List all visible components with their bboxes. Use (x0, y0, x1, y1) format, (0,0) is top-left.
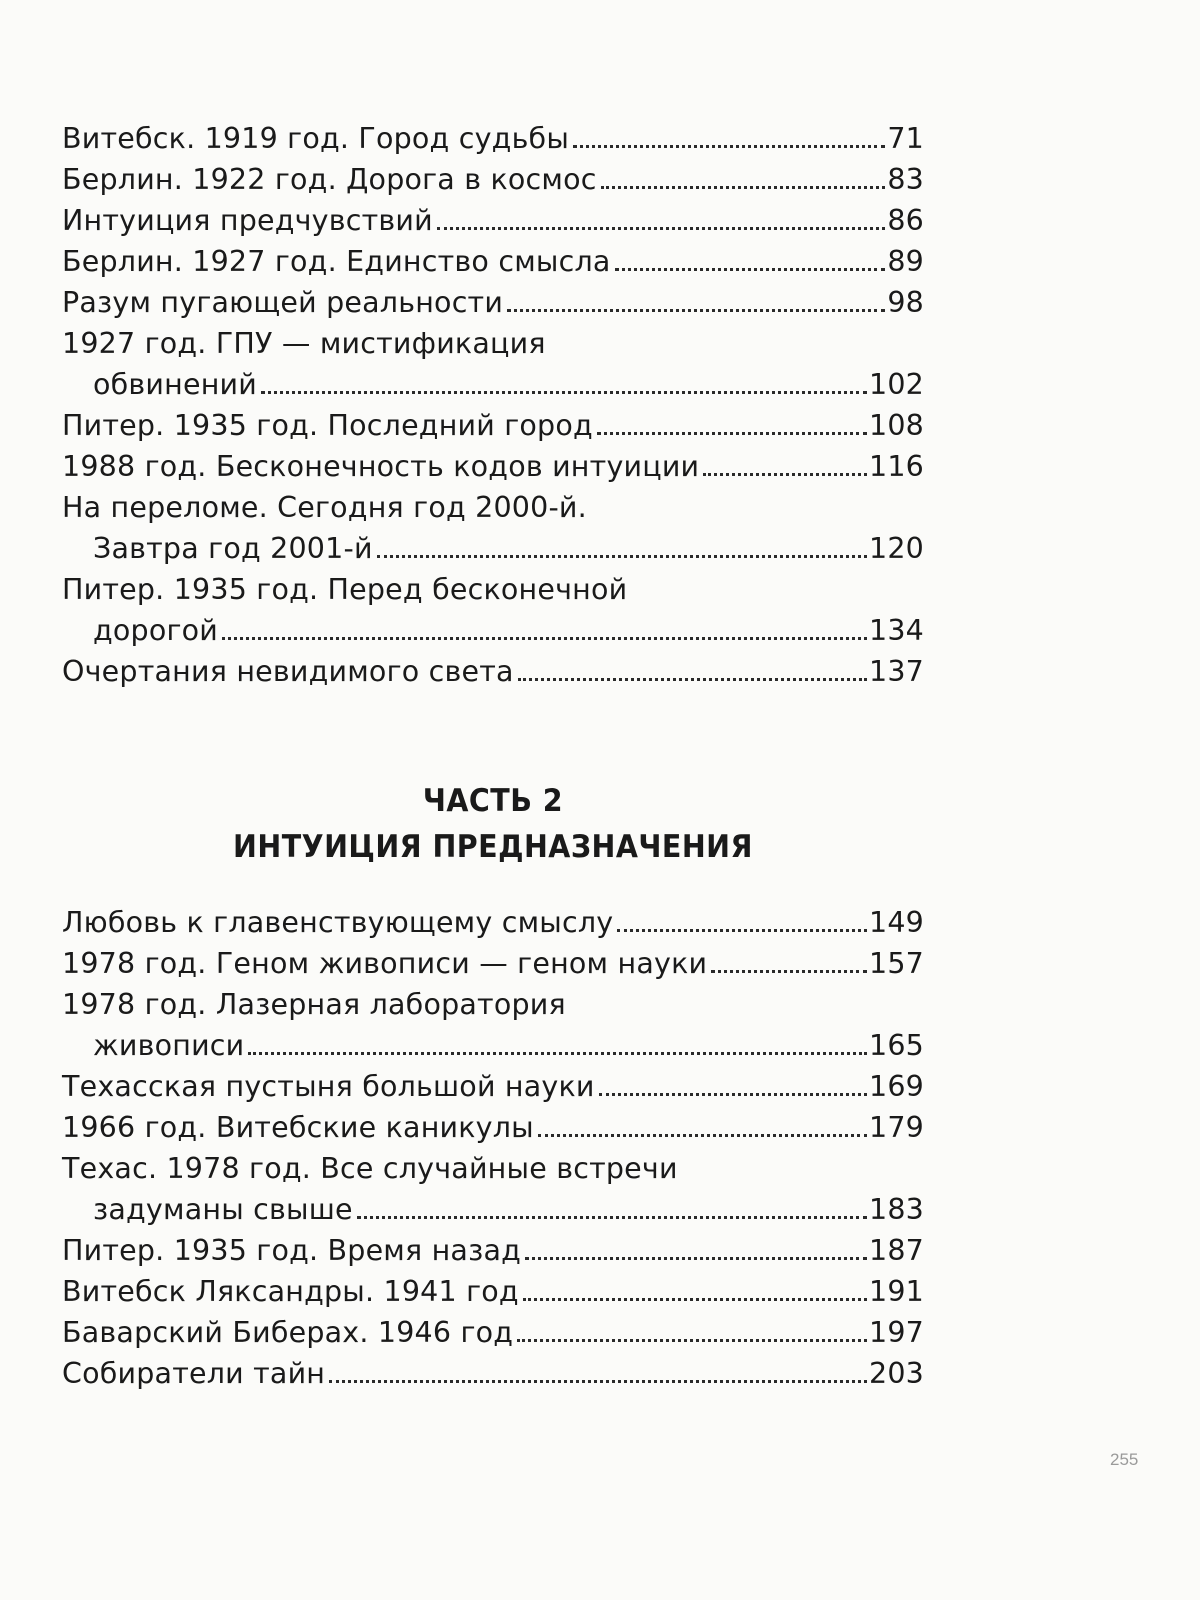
dot-leader (525, 1257, 867, 1260)
toc-page-number: 86 (887, 204, 924, 237)
toc-page-number: 191 (869, 1275, 924, 1308)
toc-entry (62, 1066, 924, 1107)
toc-entry (62, 1312, 924, 1353)
toc-page-number: 120 (869, 532, 924, 565)
toc-entry (62, 1107, 924, 1148)
toc-entry-title: Интуиция предчувствий (62, 204, 433, 237)
toc-entry (62, 200, 924, 241)
toc-part2-list (62, 902, 924, 1394)
toc-entry (62, 446, 924, 487)
dot-leader (518, 678, 867, 681)
dot-leader (517, 1339, 867, 1342)
toc-entry (62, 1230, 924, 1271)
toc-entry-line (62, 487, 924, 528)
toc-entry-line (62, 405, 924, 446)
toc-entry-title: На переломе. Сегодня год 2000-й. (62, 491, 587, 524)
toc-entry-line (62, 1271, 924, 1312)
toc-entry-title: Разум пугающей реальности (62, 286, 504, 319)
dot-leader (617, 929, 867, 932)
toc-page-number: 71 (887, 122, 924, 155)
toc-entry (62, 405, 924, 446)
part-label: ЧАСТЬ 2 (422, 783, 564, 819)
toc-page-number: 183 (869, 1193, 924, 1226)
toc-entry (62, 902, 924, 943)
toc-entry-title: 1988 год. Бесконечность кодов интуиции (62, 450, 700, 483)
toc-entry-title: Баварский Биберах. 1946 год (62, 1316, 514, 1349)
toc-page-number: 203 (869, 1357, 924, 1390)
dot-leader (261, 391, 867, 394)
toc-entry-title: 1978 год. Геном живописи — геном науки (62, 947, 708, 980)
toc-entry-title: Витебск Ляксандры. 1941 год (62, 1275, 519, 1308)
dot-leader (248, 1052, 867, 1055)
toc-entry-title: 1978 год. Лазерная лаборатория (62, 988, 566, 1021)
toc-page-number: 83 (887, 163, 924, 196)
toc-entry (62, 159, 924, 200)
page-number: 255 (1110, 1450, 1139, 1469)
toc-page-number: 157 (869, 947, 924, 980)
toc-entry-line (62, 651, 924, 692)
toc-entry-line (62, 569, 924, 610)
toc-entry (62, 1271, 924, 1312)
toc-entry-title: 1966 год. Витебские каникулы (62, 1111, 534, 1144)
toc-entry-title: Собиратели тайн (62, 1357, 326, 1390)
toc-entry-line (62, 1189, 924, 1230)
toc-entry (62, 241, 924, 282)
dot-leader (703, 473, 867, 476)
toc-entry-title: Завтра год 2001-й (93, 532, 373, 565)
dot-leader (538, 1134, 867, 1137)
toc-page-number: 89 (887, 245, 924, 278)
toc-entry (62, 569, 924, 651)
toc-entry-title: Техасская пустыня большой науки (62, 1070, 595, 1103)
dot-leader (377, 555, 867, 558)
part-title: ИНТУИЦИЯ ПРЕДНАЗНАЧЕНИЯ (233, 829, 753, 865)
dot-leader (523, 1298, 867, 1301)
toc-entry (62, 487, 924, 569)
dot-leader (601, 186, 886, 189)
part-heading (96, 778, 889, 870)
toc-entry-line (62, 1025, 924, 1066)
toc-entry-line (62, 528, 924, 569)
toc-entry-title: 1927 год. ГПУ — мистификация (62, 327, 546, 360)
toc-page-number: 108 (869, 409, 924, 442)
toc-entry-line (62, 200, 924, 241)
dot-leader (711, 970, 867, 973)
dot-leader (573, 145, 885, 148)
toc-entry-line (62, 323, 924, 364)
toc-entry-line (62, 1353, 924, 1394)
toc-entry-line (62, 902, 924, 943)
toc-entry-line (62, 984, 924, 1025)
toc-entry (62, 1148, 924, 1230)
toc-page-number: 134 (869, 614, 924, 647)
toc-entry-line (62, 610, 924, 651)
toc-entry-title: Берлин. 1922 год. Дорога в космос (62, 163, 597, 196)
toc-entry-line (62, 943, 924, 984)
dot-leader (329, 1380, 867, 1383)
toc-entry-title: обвинений (93, 368, 257, 401)
toc-entry (62, 943, 924, 984)
toc-entry-title: Питер. 1935 год. Последний город (62, 409, 593, 442)
toc-entry-title: Берлин. 1927 год. Единство смысла (62, 245, 611, 278)
dot-leader (615, 268, 886, 271)
toc-entry-title: Очертания невидимого света (62, 655, 514, 688)
toc-entry-line (62, 159, 924, 200)
toc-entry-line (62, 364, 924, 405)
toc-page-number: 137 (869, 655, 924, 688)
toc-page-number: 102 (869, 368, 924, 401)
toc-entry (62, 984, 924, 1066)
toc-entry-line (62, 118, 924, 159)
toc-entry-title: дорогой (93, 614, 219, 647)
toc-entry (62, 118, 924, 159)
toc-entry-line (62, 1066, 924, 1107)
toc-entry-line (62, 1230, 924, 1271)
dot-leader (437, 227, 885, 230)
toc-entry-line (62, 446, 924, 487)
toc-page-number: 149 (869, 906, 924, 939)
toc-entry-title: Техас. 1978 год. Все случайные встречи (62, 1152, 678, 1185)
toc-entry (62, 651, 924, 692)
toc-page-number: 187 (869, 1234, 924, 1267)
toc-entry (62, 282, 924, 323)
dot-leader (507, 309, 885, 312)
dot-leader (597, 432, 867, 435)
toc-entry-title: Любовь к главенствующему смыслу (62, 906, 614, 939)
toc-entry (62, 323, 924, 405)
toc-entry-line (62, 1312, 924, 1353)
toc-page-number: 169 (869, 1070, 924, 1103)
toc-page-number: 98 (887, 286, 924, 319)
dot-leader (357, 1216, 867, 1219)
toc-entry-title: Питер. 1935 год. Перед бесконечной (62, 573, 628, 606)
toc-entry-line (62, 1148, 924, 1189)
toc-page-number: 165 (869, 1029, 924, 1062)
toc-entry-line (62, 282, 924, 323)
toc-page-number: 179 (869, 1111, 924, 1144)
toc-entry-title: Питер. 1935 год. Время назад (62, 1234, 522, 1267)
toc-page-number: 116 (869, 450, 924, 483)
toc-entry (62, 1353, 924, 1394)
toc-page-number: 197 (869, 1316, 924, 1349)
toc-entry-title: задуманы свыше (93, 1193, 353, 1226)
dot-leader (222, 637, 867, 640)
toc-part1-list (62, 118, 924, 692)
toc-entry-line (62, 1107, 924, 1148)
toc-entry-title: Витебск. 1919 год. Город судьбы (62, 122, 570, 155)
toc-entry-line (62, 241, 924, 282)
dot-leader (599, 1093, 867, 1096)
toc-entry-title: живописи (93, 1029, 245, 1062)
